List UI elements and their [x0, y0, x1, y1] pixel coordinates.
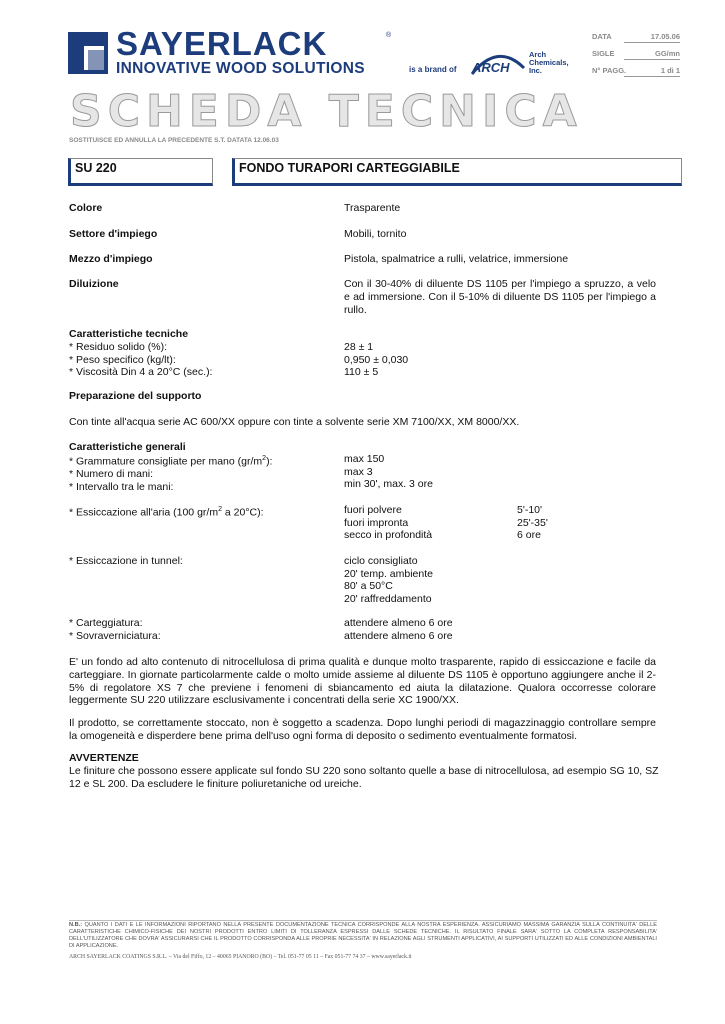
aria-time: 25'-35'	[517, 516, 548, 529]
intervallo-value: min 30', max. 3 ore	[344, 478, 433, 490]
tech-row-value: 28 ± 1	[344, 341, 374, 353]
mani-label: * Numero di mani:	[69, 468, 154, 480]
brand-name: SAYERLACK	[116, 25, 328, 62]
product-code-box	[68, 158, 213, 186]
post-values	[344, 617, 453, 642]
aria-label-b: a 20°C):	[221, 506, 264, 519]
description-paragraph-2: Il prodotto, se correttamente stoccato, non è soggetto a scadenza. Dopo lunghi periodi di magazzinaggio controllare sempre la omogeneità e disperdere bene prima dell'uso ogni forma di deposito o sedimento eventualmente formatosi.	[69, 717, 656, 742]
grammature-label	[69, 453, 272, 468]
footer-note-text: QUANTO I DATI E LE INFORMAZIONI RIPORTANO NELLA PRESENTE DOCUMENTAZIONE TECNICA CORRISPONDE ALLA NOSTRA ESPERIENZA. ASSICURIAMO MASSIMA GARANZIA SULLA CONTINUITA' DELLE CARATTERISTICHE CHIMICO-FISICHE DEI NOSTRI PRODOTTI ENTRO LIMITI DI TOLLERANZA ESPRESSI DALLE SCHEDE TECNICHE. IL RISULTATO FINALE SARA' SOTTO LA COMPLETA RESPONSABILITA' DELL'UTILIZZATORE CHE DOVRA' ASSICURARSI CHE IL PRODOTTO CORRISPONDA ALLE PROPRIE NECESSITA' IN RELAZIONE AGLI STRUMENTI APPLICATIVI, AI SUPPORTI UTILIZZATI ED ALLE CONDIZIONI AMBIENTALI DI APPLICAZIONE.	[69, 922, 657, 949]
tech-values	[344, 341, 408, 379]
footer-nb-label: N.B.:	[69, 922, 83, 928]
arch-logo-icon	[470, 48, 526, 76]
post-labels	[69, 617, 161, 642]
aria-stage: fuori polvere	[344, 504, 402, 516]
tech-row-label: * Viscosità Din 4 a 20°C (sec.):	[69, 366, 213, 378]
description-paragraph-1: E' un fondo ad alto contenuto di nitrocellulosa di prima qualità e dunque molto trasparente, rapido di essiccazione e facile da carteggiare. In giornate particolarmente calde o molto umide assieme al diluente DS 1105 è opportuno aggiungere anche il 2-5% di regolatore XS 7 che previene i fenomeni di sbiancamento ed aiuta la dilatazione. Qualora occorresse colorare leggermente SU 220 utilizzare esclusivamente i concentrati della serie XC 1900/XX.	[69, 656, 656, 707]
tunnel-row: 80' a 50°C	[344, 580, 393, 592]
meta-date-value: 17.05.06	[624, 32, 680, 43]
product-name: FONDO TURAPORI CARTEGGIABILE	[239, 161, 460, 175]
footer-address: ARCH SAYERLACK COATINGS S.R.L. – Via del Fiffo, 12 – 40065 PIANORO (BO) – Tel. 051-77 05 11 – Fax 051-77 74 37 – www.sayerlack.it	[69, 954, 412, 960]
brand-tagline: INNOVATIVE WOOD SOLUTIONS	[116, 60, 365, 77]
tech-row-value: 110 ± 5	[344, 366, 379, 378]
product-code: SU 220	[75, 161, 117, 175]
mezzo-label: Mezzo d'impiego	[69, 253, 153, 265]
aria-label-a: * Essiccazione all'aria (100 gr/m	[69, 506, 219, 519]
prep-text: Con tinte all'acqua serie AC 600/XX oppure con tinte a solvente serie XM 7100/XX, XM 8000/XX.	[69, 416, 520, 428]
aria-label	[69, 504, 264, 519]
general-heading: Caratteristiche generali	[69, 441, 186, 453]
intervallo-label: * Intervallo tra le mani:	[69, 480, 174, 493]
aria-sup: 2	[218, 506, 222, 513]
tunnel-row: 20' raffreddamento	[344, 592, 432, 605]
sovraverniciatura-label: * Sovraverniciatura:	[69, 629, 161, 642]
aria-time: 5'-10'	[517, 504, 543, 516]
sovraverniciatura-value: attendere almeno 6 ore	[344, 629, 453, 642]
tunnel-row: ciclo consigliato	[344, 555, 418, 567]
supersedes-note: SOSTITUISCE ED ANNULLA LA PRECEDENTE S.T. DATATA 12.06.03	[69, 137, 279, 144]
meta-pages-value: 1 di 1	[624, 66, 680, 77]
tech-labels	[69, 341, 212, 379]
warnings-text: Le finiture che possono essere applicate sul fondo SU 220 sono soltanto quelle a base di nitrocellulosa, ad esempio SG 10, SZ 12 e SL 200. Da escludere le finiture poliuretaniche od ureiche.	[69, 765, 659, 790]
aria-stage: secco in profondità	[344, 529, 433, 541]
diluizione-value: Con il 30-40% di diluente DS 1105 per l'impiego a spruzzo, a velo e ad immersione. Con il 5-10% di diluente DS 1105 per l'impiego a rullo.	[344, 278, 656, 316]
arch-logo-text: ARCH	[472, 60, 510, 75]
carteggiatura-label: * Carteggiatura:	[69, 617, 143, 629]
arch-line-3: Inc.	[529, 66, 542, 75]
colore-value: Trasparente	[344, 202, 401, 214]
prep-heading: Preparazione del supporto	[69, 390, 202, 402]
registered-mark: ®	[386, 32, 392, 39]
meta-sigle-label: SIGLE	[592, 49, 615, 58]
brand-of-text: is a brand of	[409, 65, 457, 74]
page-title: SCHEDA TECNICA	[70, 86, 583, 137]
carteggiatura-value: attendere almeno 6 ore	[344, 617, 453, 629]
tunnel-label: * Essiccazione in tunnel:	[69, 555, 183, 567]
tech-row-label: * Peso specifico (kg/lt):	[69, 353, 176, 366]
tunnel-row: 20' temp. ambiente	[344, 567, 433, 580]
meta-date	[592, 32, 702, 49]
arch-line-1: Arch	[529, 50, 547, 59]
meta-sigle	[592, 49, 702, 66]
tech-heading: Caratteristiche tecniche	[69, 328, 189, 340]
grammature-sup: 2	[262, 455, 267, 462]
tech-row-value: 0,950 ± 0,030	[344, 353, 409, 366]
meta-date-label: DATA	[592, 32, 612, 41]
colore-label: Colore	[69, 202, 103, 214]
tech-row-label: * Residuo solido (%):	[69, 341, 168, 353]
aria-stages	[344, 504, 432, 542]
mani-value: max 3	[344, 465, 373, 478]
aria-times	[517, 504, 548, 542]
sayerlack-mark-icon	[68, 32, 108, 74]
meta-pages	[592, 66, 702, 83]
arch-chemicals-text	[529, 51, 589, 75]
product-name-box	[232, 158, 682, 186]
general-values	[344, 453, 433, 491]
settore-value: Mobili, tornito	[344, 228, 407, 240]
grammature-value: max 150	[344, 453, 385, 465]
footer-disclaimer	[69, 920, 657, 950]
meta-sigle-value: GG/mn	[624, 49, 680, 60]
general-labels	[69, 453, 272, 493]
arch-line-2: Chemicals,	[529, 58, 569, 67]
grammature-label-text: * Grammature consigliate per mano (gr/m	[69, 455, 263, 468]
tunnel-values	[344, 555, 433, 605]
settore-label: Settore d'impiego	[69, 228, 158, 240]
mezzo-value: Pistola, spalmatrice a rulli, velatrice, immersione	[344, 253, 569, 265]
grammature-tail: ):	[266, 455, 273, 468]
diluizione-label: Diluizione	[69, 278, 119, 290]
warnings-heading: AVVERTENZE	[69, 752, 139, 764]
document-meta	[592, 32, 702, 83]
sayerlack-logo	[68, 25, 398, 78]
aria-stage: fuori impronta	[344, 516, 409, 529]
aria-time: 6 ore	[517, 529, 541, 541]
meta-pages-label: N° PAGG.	[592, 66, 627, 75]
